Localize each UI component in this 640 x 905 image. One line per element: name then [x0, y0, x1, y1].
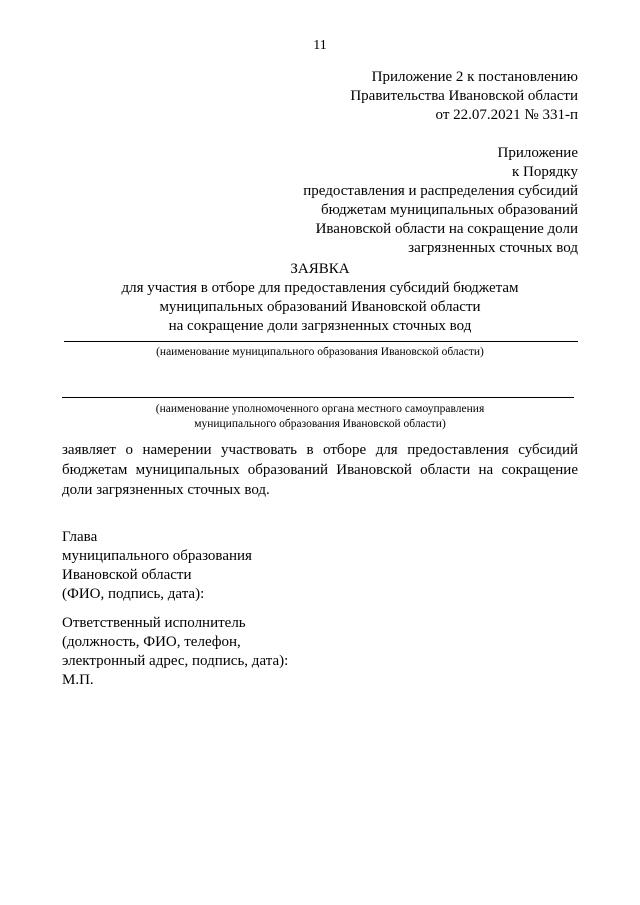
executor-line: электронный адрес, подпись, дата):	[62, 653, 289, 669]
head-line: муниципального образования	[62, 548, 252, 564]
appendix-reference	[303, 144, 578, 258]
seal-mark: М.П.	[62, 672, 94, 688]
head-line: (ФИО, подпись, дата):	[62, 586, 205, 602]
statement-paragraph	[62, 440, 578, 500]
title-line: для участия в отборе для предоставления субсидий бюджетам	[121, 280, 519, 296]
approval-line: Правительства Ивановской области	[350, 88, 578, 104]
head-signature-block	[62, 528, 252, 604]
statement-line: доли загрязненных сточных вод.	[62, 482, 270, 498]
caption-line: (наименование уполномоченного органа местного самоуправления	[155, 403, 485, 415]
municipality-name-caption	[0, 345, 640, 360]
document-title	[0, 260, 640, 336]
title-heading: ЗАЯВКА	[290, 261, 350, 277]
caption-line: муниципального образования Ивановской области)	[194, 418, 446, 430]
appendix-line: бюджетам муниципальных образований	[320, 202, 578, 218]
executor-line: Ответственный исполнитель	[62, 615, 246, 631]
appendix-line: предоставления и распределения субсидий	[303, 183, 578, 199]
authority-name-blank-line	[62, 397, 574, 398]
page-number: 11	[313, 38, 327, 53]
caption-line: (наименование муниципального образования Ивановской области)	[156, 346, 484, 358]
appendix-line: загрязненных сточных вод	[408, 240, 578, 256]
appendix-line: Ивановской области на сокращение доли	[315, 221, 578, 237]
title-line: муниципальных образований Ивановской области	[159, 299, 481, 315]
head-line: Глава	[62, 529, 98, 545]
appendix-line: к Порядку	[512, 164, 578, 180]
authority-name-caption	[0, 402, 640, 432]
head-line: Ивановской области	[62, 567, 192, 583]
executor-line: (должность, ФИО, телефон,	[62, 634, 241, 650]
title-line: на сокращение доли загрязненных сточных вод	[168, 318, 472, 334]
statement-line: заявляет о намерении участвовать в отборе для предоставления субсидий	[62, 442, 578, 458]
statement-line: бюджетам муниципальных образований Ивановской области на сокращение	[62, 462, 578, 478]
approval-reference	[350, 68, 578, 125]
approval-line: от 22.07.2021 № 331-п	[435, 107, 578, 123]
approval-line: Приложение 2 к постановлению	[371, 69, 578, 85]
executor-signature-block	[62, 614, 288, 690]
appendix-line: Приложение	[497, 145, 578, 161]
municipality-name-blank-line	[64, 341, 578, 342]
